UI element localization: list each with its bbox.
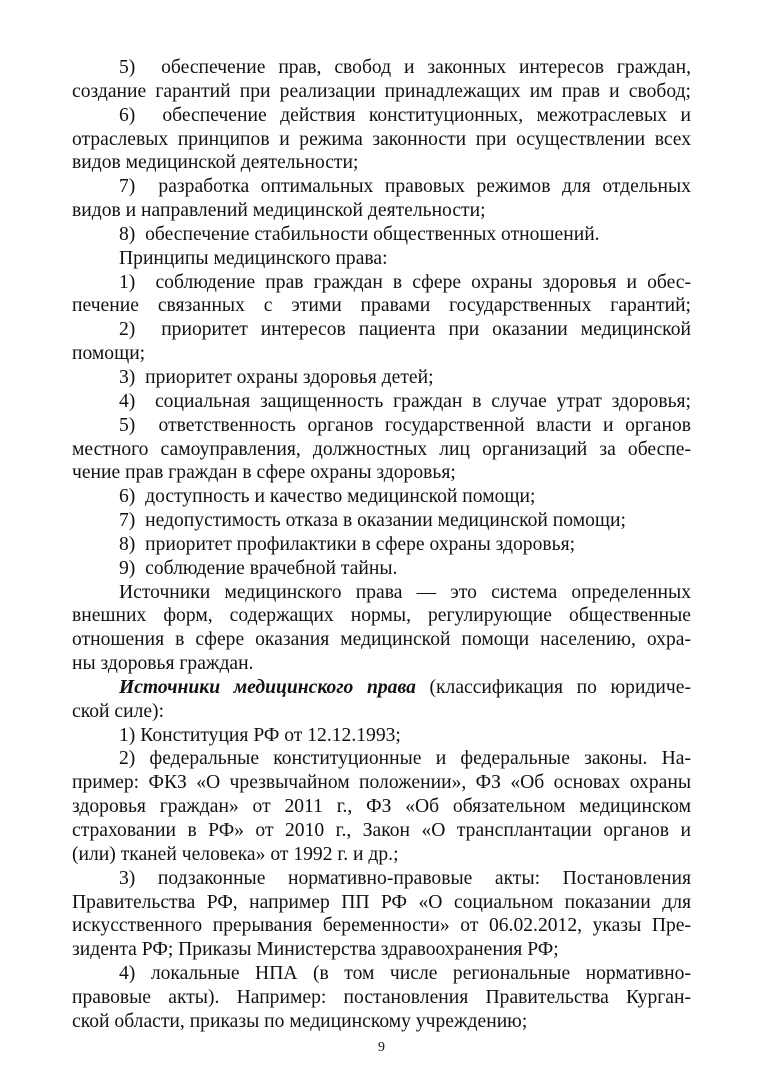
line-text: печение связанных с этими правами государственных гарантий;	[72, 295, 691, 317]
line-text: 8) обеспечение стабильности общественных отношений.	[119, 223, 600, 245]
text-line	[72, 271, 691, 295]
text-line	[72, 294, 691, 318]
line-text: местного самоуправления, должностных лиц организаций за обеспе-	[72, 438, 691, 460]
text-line	[72, 581, 691, 605]
text-line	[72, 914, 691, 938]
line-text: видов и направлений медицинской деятельности;	[72, 200, 486, 222]
page-body	[72, 56, 691, 1034]
line-text: 8) приоритет профилактики в сфере охраны здоровья;	[119, 533, 576, 555]
line-text: 1) соблюдение прав граждан в сфере охраны здоровья и обес-	[119, 271, 691, 293]
line-text: 3) подзаконные нормативно-правовые акты: Постановления	[119, 867, 691, 889]
line-text: правовые акты). Например: постановления Правительства Курган-	[72, 986, 691, 1008]
line-text: 3) приоритет охраны здоровья детей;	[119, 366, 434, 388]
line-text: 2) приоритет интересов пациента при оказании медицинской	[119, 319, 691, 341]
text-line	[72, 700, 691, 724]
line-text: отраслевых принципов и режима законности при осуществлении всех	[72, 128, 691, 150]
text-line	[72, 867, 691, 891]
line-text: 2) федеральные конституционные и федеральные законы. На-	[119, 748, 691, 770]
line-text: 5) обеспечение прав, свобод и законных интересов граждан,	[119, 57, 691, 78]
line-text: 9) соблюдение врачебной тайны.	[119, 557, 398, 579]
line-text: страховании в РФ» от 2010 г., Закон «О трансплантации органов и	[72, 820, 691, 841]
text-line	[72, 461, 691, 485]
line-text: зидента РФ; Приказы Министерства здравоохранения РФ;	[72, 939, 559, 961]
line-text: видов медицинской деятельности;	[72, 152, 359, 174]
text-line	[72, 1010, 691, 1034]
line-text: 1) Конституция РФ от 12.12.1993;	[119, 724, 401, 746]
text-line	[72, 390, 691, 414]
text-line	[72, 843, 691, 867]
text-line	[72, 676, 691, 700]
text-line	[72, 986, 691, 1010]
text-line	[72, 891, 691, 915]
text-line	[72, 175, 691, 199]
text-line	[72, 128, 691, 152]
line-text: ны здоровья граждан.	[72, 653, 254, 675]
line-text: пример: ФКЗ «О чрезвычайном положении», ФЗ «Об основах охраны	[72, 772, 691, 794]
line-text: 5) ответственность органов государственной власти и органов	[119, 414, 691, 436]
line-text: 7) разработка оптимальных правовых режимов для отдельных	[119, 176, 691, 198]
text-line	[72, 438, 691, 462]
line-text: 6) обеспечение действия конституционных, межотраслевых и	[119, 104, 691, 126]
line-text: (или) тканей человека» от 1992 г. и др.;	[72, 843, 399, 865]
line-text: 4) социальная защищенность граждан в случае утрат здоровья;	[119, 390, 691, 412]
text-line	[72, 223, 691, 247]
line-text: 7) недопустимость отказа в оказании медицинской помощи;	[119, 510, 626, 532]
line-text: 6) доступность и качество медицинской помощи;	[119, 486, 536, 508]
text-line	[72, 795, 691, 819]
line-text: чение прав граждан в сфере охраны здоровья;	[72, 462, 456, 484]
text-line	[72, 80, 691, 104]
line-text: создание гарантий при реализации принадлежащих им прав и свобод;	[72, 80, 691, 102]
text-line	[72, 557, 691, 581]
text-line	[72, 247, 691, 271]
text-line	[72, 533, 691, 557]
line-text: ской силе):	[72, 700, 165, 722]
line-text: (классификация по юридиче-	[415, 676, 691, 698]
line-text: внешних форм, содержащих нормы, регулирующие общественные	[72, 605, 691, 627]
text-line	[72, 509, 691, 533]
line-text: Источники медицинского права — это система определенных	[119, 581, 691, 603]
line-text: Принципы медицинского права:	[119, 247, 388, 269]
text-line	[72, 342, 691, 366]
text-line	[72, 938, 691, 962]
text-line	[72, 771, 691, 795]
line-text: искусственного прерывания беременности» от 06.02.2012, указы Пре-	[72, 915, 691, 937]
text-line	[72, 628, 691, 652]
line-text: Правительства РФ, например ПП РФ «О социальном показании для	[72, 891, 691, 913]
text-line	[72, 366, 691, 390]
line-text: ской области, приказы по медицинскому учреждению;	[72, 1010, 528, 1032]
text-line	[72, 652, 691, 676]
text-line	[72, 151, 691, 175]
text-line	[72, 819, 691, 843]
bold-italic-term: Источники медицинского права	[119, 676, 416, 698]
page-number: 9	[378, 1040, 385, 1055]
text-line	[72, 724, 691, 748]
text-line	[72, 485, 691, 509]
text-line	[72, 414, 691, 438]
text-line	[72, 56, 691, 80]
text-line	[72, 747, 691, 771]
text-line	[72, 104, 691, 128]
line-text: здоровья граждан» от 2011 г., ФЗ «Об обязательном медицинском	[72, 796, 691, 818]
line-text: помощи;	[72, 343, 146, 365]
text-line	[72, 962, 691, 986]
text-line	[72, 318, 691, 342]
line-text: 4) локальные НПА (в том числе региональные нормативно-	[119, 963, 691, 985]
text-line	[72, 604, 691, 628]
text-line	[72, 199, 691, 223]
line-text: отношения в сфере оказания медицинской помощи населению, охра-	[72, 629, 691, 651]
